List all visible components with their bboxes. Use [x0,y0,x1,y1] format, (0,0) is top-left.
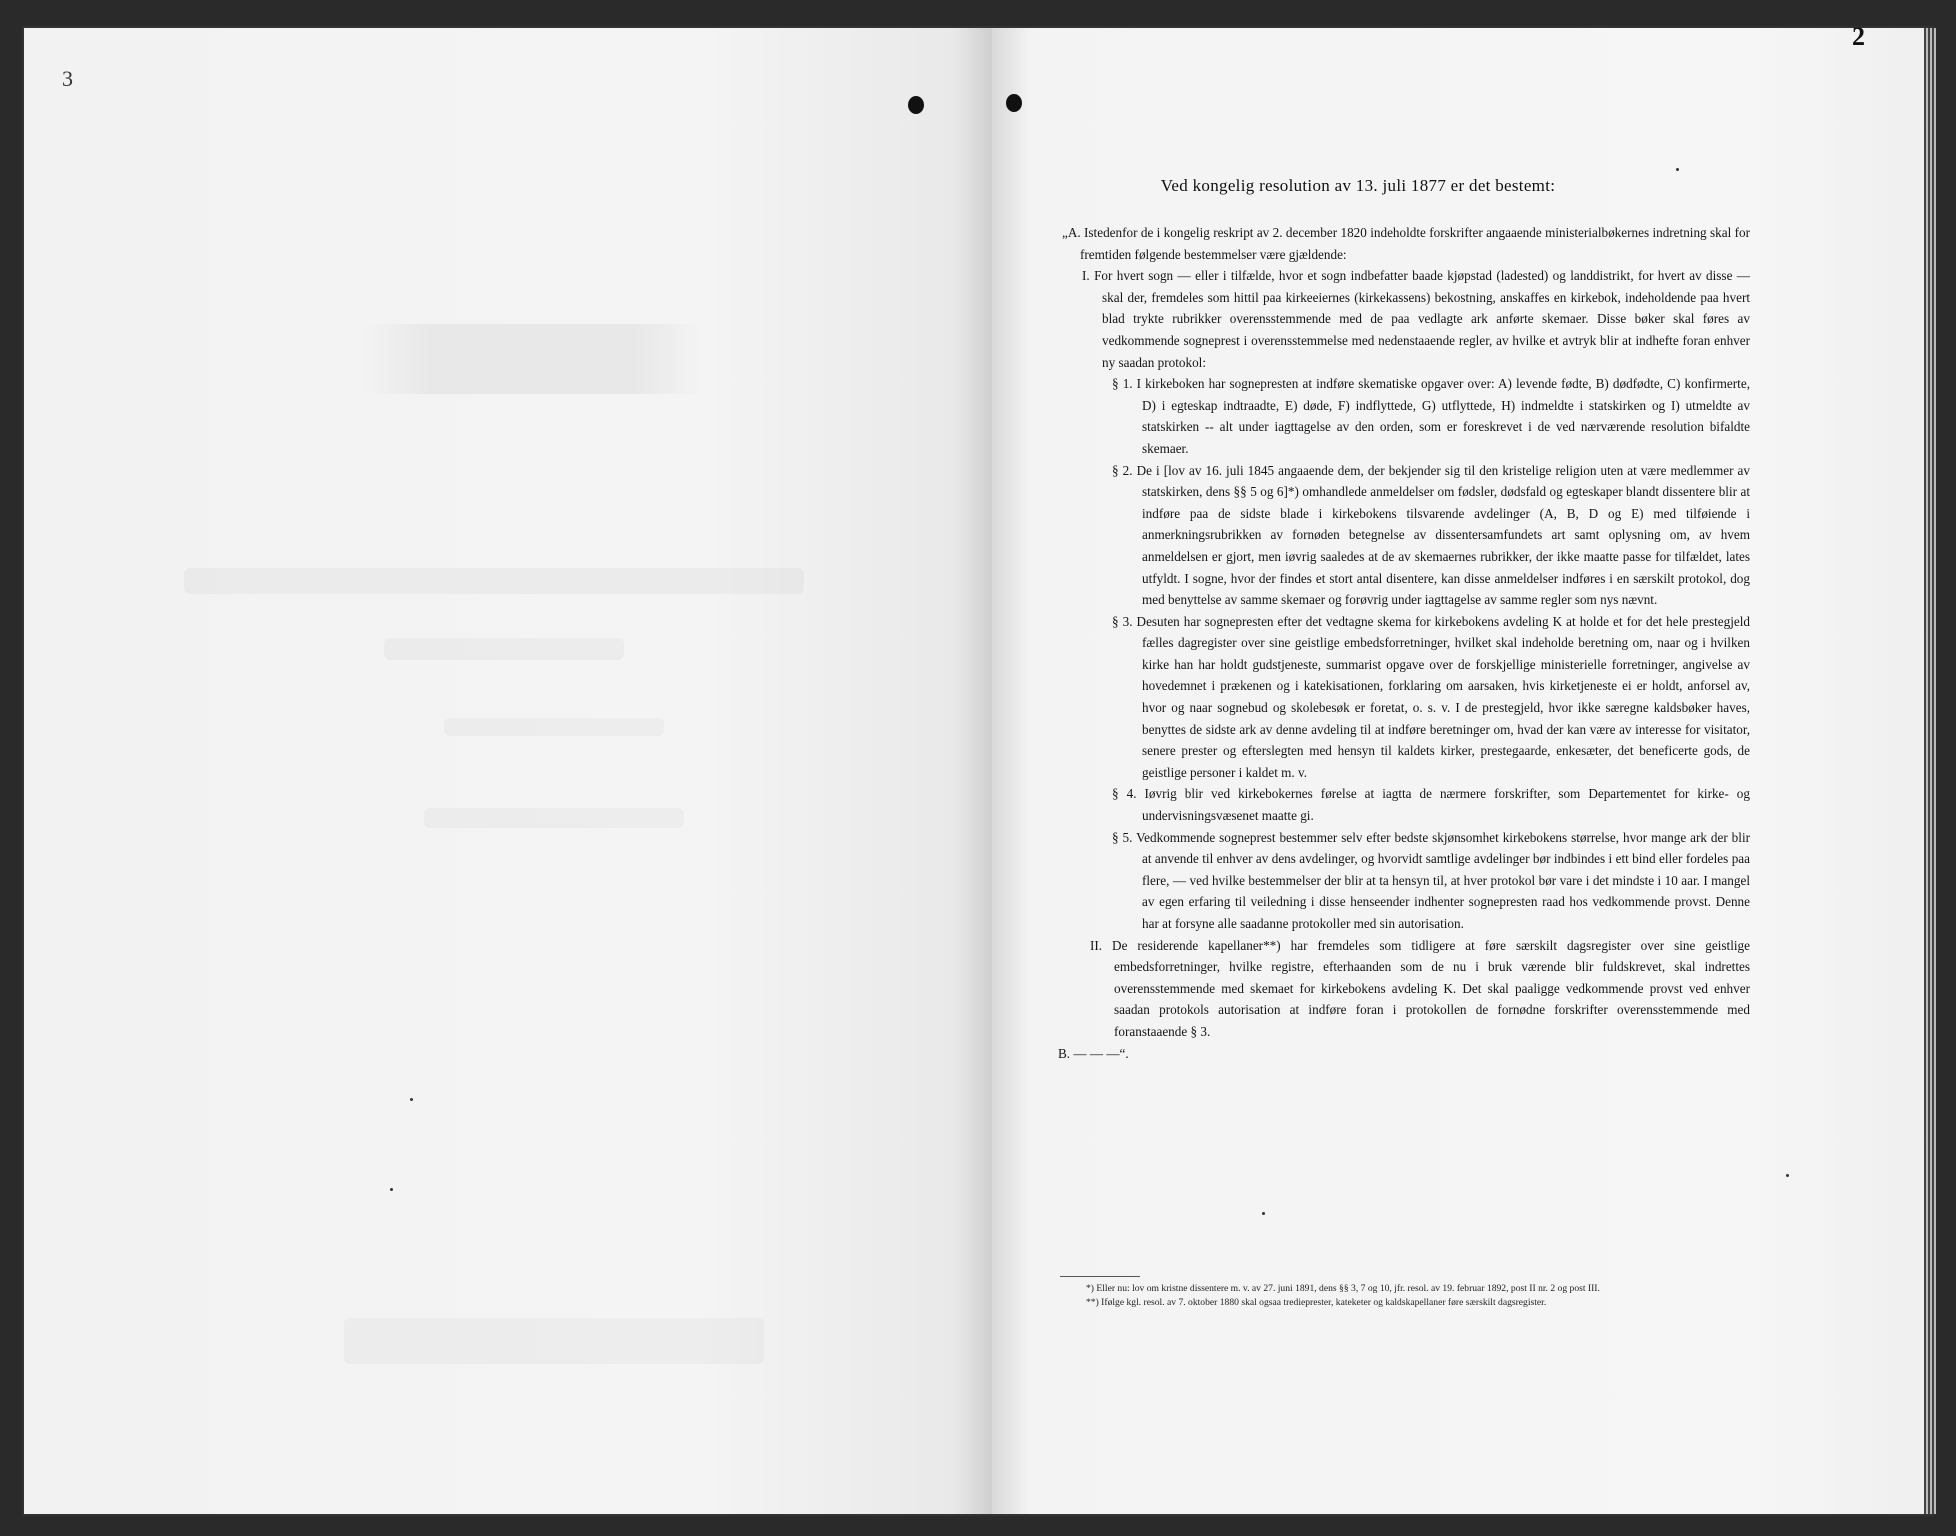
footnotes [1086,1282,1748,1310]
paragraph-2: § 2. De i [lov av 16. juli 1845 angaaende dem, der bekjender sig til den kristelige religion uten at være medlemmer av statskirken, dens §§ 5 og 6]*) omhandlede anmeldelser om fødsler, dødsfald og egteskaper blandt dissentere blir at indføre paa de sidste blade i kirkebokens tilsvarende avdelinger (A, B, D og E) med tilføiende i anmerkningsrubrikken av fornøden betegnelse av dissentersamfundets art samt oplysning om, av hvem anmeldelsen er gjort, men iøvrig saaledes at de av skemaernes rubrikker, der ikke maatte passe for tilfældet, lates utfyldt. I sogne, hvor der findes et stort antal disentere, kan disse anmeldelser indføres i en særskilt protokol, dog med benyttelse av samme skemaer og forøvrig under iagttagelse av samme regler som nys nævnt. [1112,462,1750,608]
dust-speck [1676,168,1679,171]
paragraph-3: § 3. Desuten har sognepresten efter det vedtagne skema for kirkebokens avdeling K at holde et for det hele prestegjeld fælles dagregister over sine geistlige embedsforretninger, hvilket skal indeholde beretning om, naar og i hvilken kirke han har holdt gudstjeneste, summarist opgave over de forskjellige ministerielle forretninger, angivelse av hovedemnet i prækenen og i katekisationen, forklaring om aarsaken, hvis kirketjeneste ei er holdt, anforsel av, hvor og naar sognebud og skolebesøk er foretat, o. s. v. I de prestegjeld, hvor ikke særegne kaldsbøker haves, benyttes de sidste ark av denne avdeling til at indføre beretninger om, hvad der kan være av interesse for visitator, senere prester og efterslegten med hensyn til kaldets kirker, prestegaarde, enkesæter, det beneficerte gods, de geistlige personer i kaldet m. v. [1112,613,1750,780]
section-a: „A. Istedenfor de i kongelig reskript av 2. december 1820 indeholdte forskrifter angaaende ministerialbøkernes indretning skal for fremtiden følgende bestemmelser være gjældende: [1062,225,1750,262]
footnote-rule [1060,1276,1140,1277]
page-edge [1924,28,1936,1514]
left-page-number: 3 [62,66,73,91]
paragraph-5: § 5. Vedkommende sogneprest bestemmer selv efter bedste skjønsomhet kirkebokens størrelse, hvor mange ark der blir at anvende til enhver av dens avdelinger, og hvorvidt samtlige avdelinger bør indbindes i ett bind eller fordeles paa flere, — ved hvilke bestemmelser der blir at ta hensyn til, at hver protokol bør vare i det mindste i 10 aar. I mangel av egen erfaring til veiledning i disse henseender indhenter sognepresten raad hos vedkommende provst. Denne har at forsyne alle saadanne protokoller med sin autorisation. [1112,829,1750,931]
dust-speck [1262,1212,1265,1215]
bleed-through-line [424,808,684,828]
bleed-through-line [184,568,804,594]
binding-hole-left [908,96,924,114]
resolution-text [1050,222,1750,1064]
dust-speck [410,1098,413,1101]
section-b: B. — — —“. [1058,1045,1129,1061]
binding-hole-right [1006,94,1022,112]
paragraph-4: § 4. Iøvrig blir ved kirkebokernes førelse at iagtta de nærmere forskrifter, som Departementet for kirke- og undervisningsvæsenet maatte gi. [1112,786,1750,824]
footnote-1: *) Eller nu: lov om kristne dissentere m. v. av 27. juni 1891, dens §§ 3, 7 og 10, jfr. resol. av 19. februar 1892, post II nr. 2 og post III. [1086,1283,1600,1294]
bleed-through-line [384,638,624,660]
bleed-through-line [344,1318,764,1364]
dust-speck [390,1188,393,1191]
left-page [24,28,993,1514]
section-i: I. For hvert sogn — eller i tilfælde, hvor et sogn indbefatter baade kjøpstad (ladested) og landdistrikt, for hvert av disse — skal der, fremdeles som hittil paa kirkeeiernes (kirkekassens) bekostning, anskaffes en kirkebok, indeholdende paa hvert blad trykte rubrikker overensstemmende med de paa vedlagte ark anførte skemaer. Disse bøker skal føres av vedkommende sogneprest i overensstemmelse med nedenstaaende regler, av hvilke et avtryk blir at indhefte foran enhver ny saadan protokol: [1082,268,1750,370]
bleed-through-line [444,718,664,736]
section-ii: II. De residerende kapellaner**) har fremdeles som tidligere at føre særskilt dagsregister over sine geistlige embedsforretninger, hvilke registre, efterhaanden som de nu i bruk værende blir fuldskrevet, skal indrettes overensstemmende med skemaet for kirkebokens avdeling K. Det skal paaligge vedkommende provst ved enhver saadan protokols autorisation at indføre foran i protokollen de fornødne forskrifter overensstemmende med foranstaaende § 3. [1090,937,1750,1039]
paragraph-1: § 1. I kirkeboken har sognepresten at indføre skematiske opgaver over: A) levende fødte, B) dødfødte, C) konfirmerte, D) i egteskap indtraadte, E) døde, F) indflyttede, G) utflyttede, H) indmeldte i statskirken og I) utmeldte av statskirken -- alt under iagttagelse av den orden, som er foreskrevet i de ved nærværende resolution bifaldte skemaer. [1112,376,1750,456]
footnote-2: **) Ifølge kgl. resol. av 7. oktober 1880 skal ogsaa tredieprester, kateketer og kaldskapellaner føre særskilt dagsregister. [1086,1297,1547,1308]
dust-speck [1786,1174,1789,1177]
bleed-through-title [364,324,704,394]
right-page-number: 2 [1852,22,1865,51]
page-heading: Ved kongelig resolution av 13. juli 1877 er det bestemt: [1160,176,1556,195]
